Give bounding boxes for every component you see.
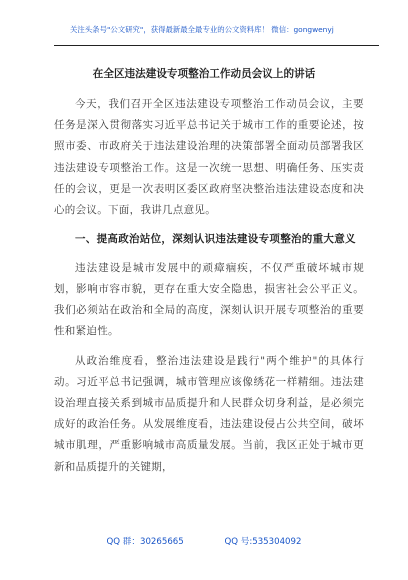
body-paragraph: 违法建设是城市发展中的顽瘴痼疾，不仅严重破坏城市规划，影响市容市貌，更存在重大安全隐患，损害社会公平正义。我们必须站在政治和全局的高度，深刻认识开展专项整治的重要性和紧迫性。 — [54, 261, 364, 338]
qq-account-number: QQ 号:535304092 — [224, 537, 302, 547]
document-body — [54, 94, 364, 486]
document-title: 在全区违法建设专项整治工作动员会议上的讲话 — [92, 68, 316, 80]
header-banner: 关注头条号"公文研究"，获得最新最全最专业的公文资料库！ 微信：gongwenyj — [70, 25, 334, 34]
qq-group-number: QQ 群：30265665 — [106, 537, 184, 547]
footer-contact — [0, 536, 408, 548]
body-paragraph: 从政治维度看，整治违法建设是践行"两个维护"的具体行动。习近平总书记强调，城市管理应该像绣花一样精细。违法建设治理直接关系到城市品质提升和人民群众切身利益，是必须完成好的政治任务。从发展维度看，违法建设侵占公共空间，破坏城市肌理，严重影响城市高质量发展。当前，我区正处于城市更新和品质提升的关键期， — [54, 354, 364, 473]
intro-paragraph: 今天，我们召开全区违法建设专项整治工作动员会议，主要任务是深入贯彻落实习近平总书记关于城市工作的重要论述，按照市委、市政府关于违法建设治理的决策部署全面动员部署我区违法建设专项整治工作。这是一次统一思想、明确任务、压实责任的会议，更是一次表明区委区政府坚决整治违法建设态度和决心的会议。下面，我讲几点意见。 — [54, 98, 364, 217]
header-divider — [54, 45, 379, 46]
section-heading: 一、提高政治站位，深刻认识违法建设专项整治的重大意义 — [75, 233, 356, 246]
